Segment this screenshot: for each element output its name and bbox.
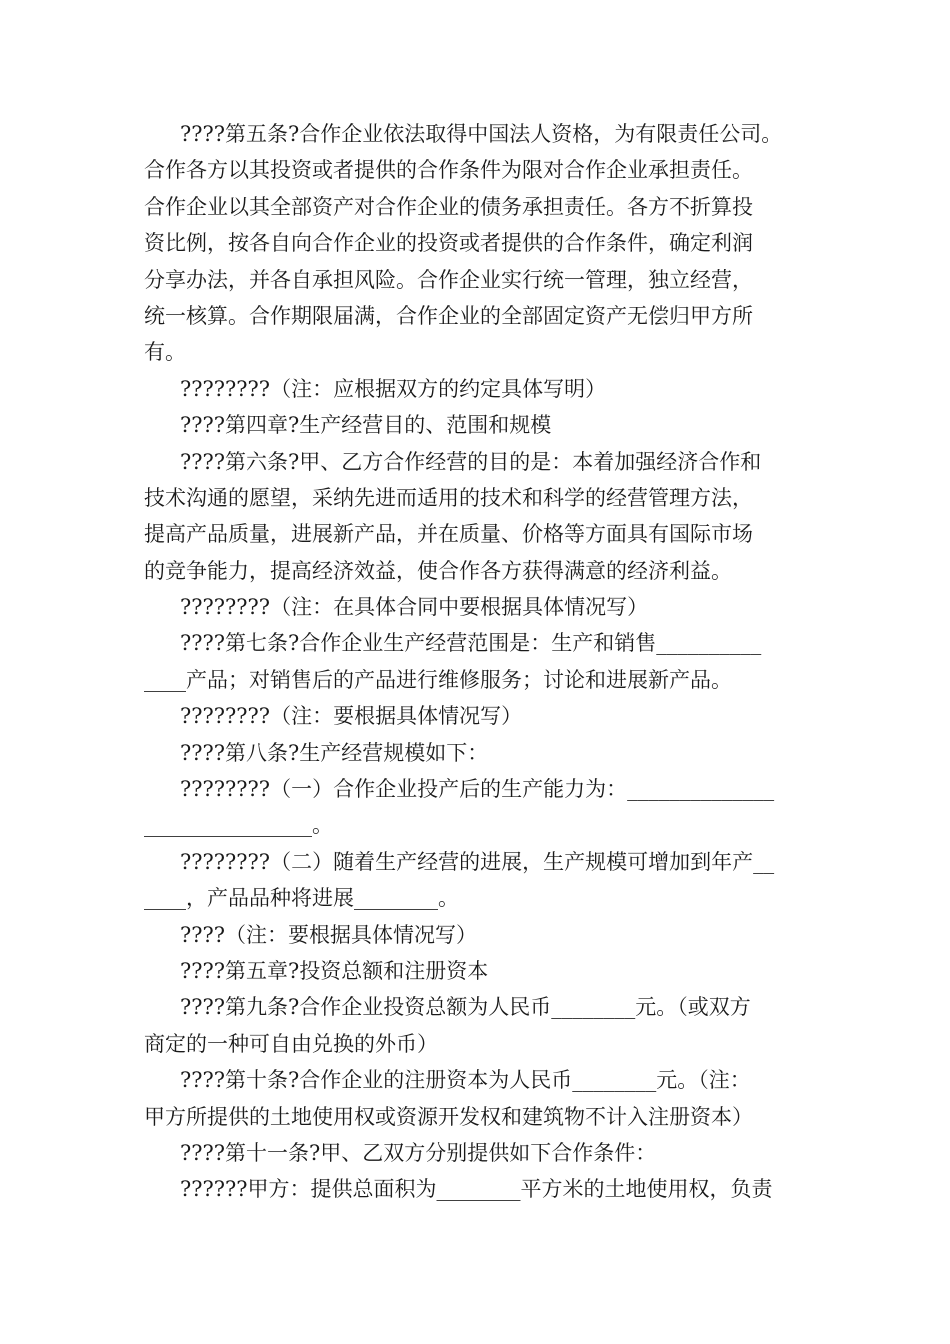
paragraph-line: 合作各方以其投资或者提供的合作条件为限对合作企业承担责任。 (144, 158, 753, 183)
paragraph-line: ________________。 (144, 813, 333, 838)
paragraph-line: ????第九条?合作企业投资总额为人民币________元。（或双方 (180, 995, 751, 1020)
paragraph-line: ????第七条?合作企业生产经营范围是：生产和销售__________ (180, 631, 762, 656)
note-line: ????????（注：应根据双方的约定具体写明） (180, 376, 607, 401)
paragraph-line: ????????（一）合作企业投产后的生产能力为：______________ (180, 777, 775, 802)
paragraph-line: ????第五条?合作企业依法取得中国法人资格，为有限责任公司。 (180, 122, 783, 146)
note-line: ????????（注：要根据具体情况写） (180, 704, 523, 729)
chapter-heading: ????第五章?投资总额和注册资本 (180, 958, 489, 983)
paragraph-line: ____，产品品种将进展________。 (144, 886, 459, 911)
paragraph-line: 统一核算。合作期限届满，合作企业的全部固定资产无偿归甲方所 (144, 303, 753, 328)
paragraph-line: 的竞争能力，提高经济效益，使合作各方获得满意的经济利益。 (144, 558, 732, 583)
paragraph-line: 合作企业以其全部资产对合作企业的债务承担责任。各方不折算投 (144, 194, 753, 219)
paragraph-line: ????第六条?甲、乙方合作经营的目的是：本着加强经济合作和 (180, 449, 762, 474)
paragraph-line: ????第十条?合作企业的注册资本为人民币________元。（注： (180, 1068, 751, 1093)
paragraph-line: 资比例，按各自向合作企业的投资或者提供的合作条件，确定利润 (144, 231, 753, 256)
paragraph-line: 甲方所提供的土地使用权或资源开发权和建筑物不计入注册资本） (144, 1104, 753, 1129)
paragraph-line: ????????（二）随着生产经营的进展，生产规模可增加到年产__ (180, 849, 775, 874)
paragraph-line: 有。 (144, 340, 186, 365)
note-line: ????（注：要根据具体情况写） (180, 922, 478, 947)
paragraph-line: 技术沟通的愿望，采纳先进而适用的技术和科学的经营管理方法， (144, 485, 753, 510)
document-body (144, 116, 808, 1208)
paragraph-line: 商定的一种可自由兑换的外币） (144, 1031, 438, 1056)
paragraph-line: ??????甲方：提供总面积为________平方米的土地使用权，负责 (180, 1177, 773, 1202)
paragraph-line: ????第八条?生产经营规模如下： (180, 740, 489, 765)
paragraph-line: ????第十一条?甲、乙双方分别提供如下合作条件： (180, 1140, 657, 1165)
paragraph-line: ____产品；对销售后的产品进行维修服务；讨论和进展新产品。 (144, 667, 732, 692)
paragraph-line: 提高产品质量，进展新产品，并在质量、价格等方面具有国际市场 (144, 522, 753, 547)
paragraph-line: 分享办法，并各自承担风险。合作企业实行统一管理，独立经营， (144, 267, 753, 292)
chapter-heading: ????第四章?生产经营目的、范围和规模 (180, 413, 552, 438)
note-line: ????????（注：在具体合同中要根据具体情况写） (180, 595, 649, 620)
